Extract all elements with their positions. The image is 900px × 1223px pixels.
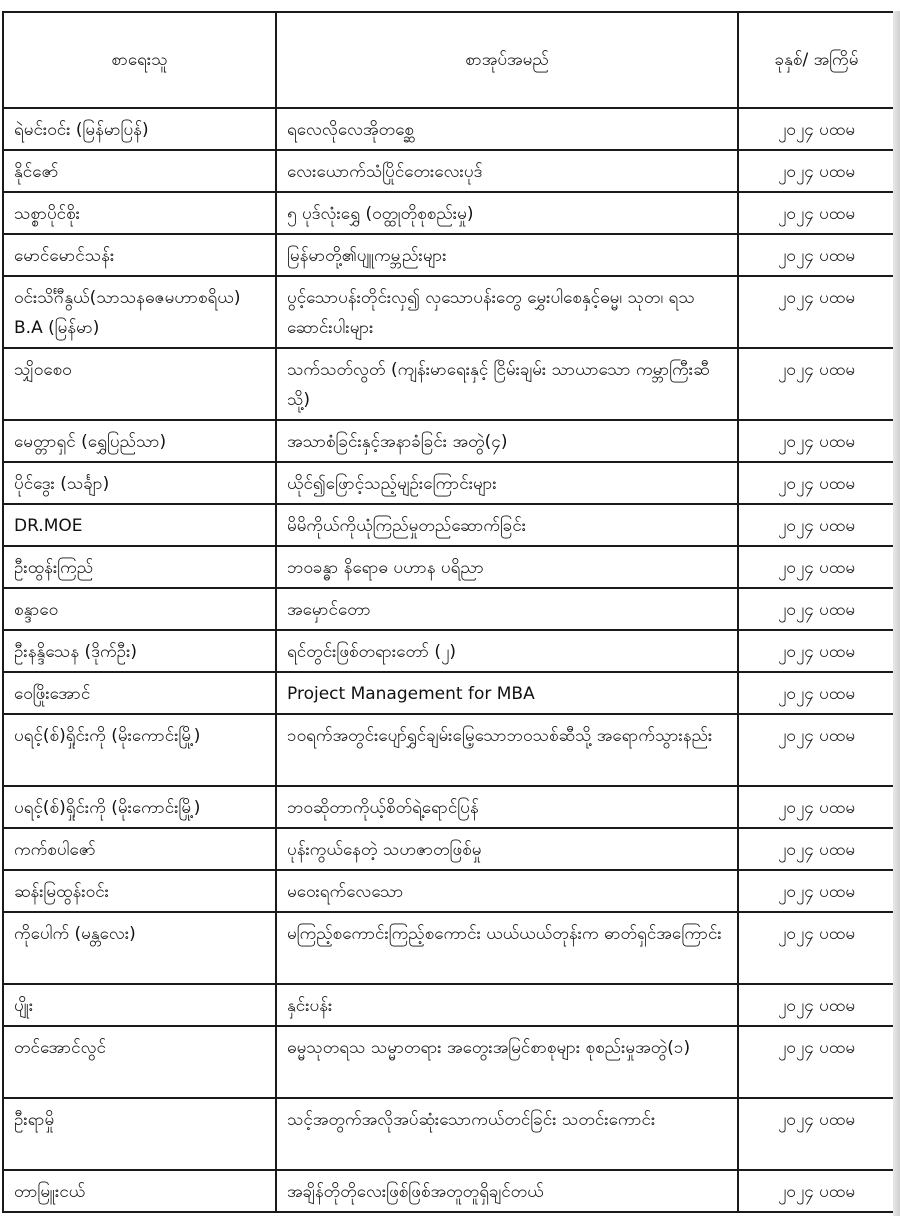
table-row [3, 108, 895, 150]
edition-cell: ၂၀၂၄ ပထမ [738, 828, 895, 870]
title-cell: အချိန်တိုတိုလေးဖြစ်ဖြစ်အတူတူရှိချင်တယ် [276, 1170, 738, 1212]
author-cell: ပရင့်(စ်)ရှိုင်းကို (မိုးကောင်းမြို့) [3, 786, 276, 828]
edition-cell: ၂၀၂၄ ပထမ [738, 870, 895, 912]
title-cell: မြန်မာတို့၏ပျူကမ္ဘည်းများ [276, 234, 738, 276]
title-cell: ရလေလိုလေအိုတစ္ဆေ [276, 108, 738, 150]
table-row [3, 546, 895, 588]
author-cell: တာမြူးငယ် [3, 1170, 276, 1212]
edition-cell: ၂၀၂၄ ပထမ [738, 234, 895, 276]
author-cell: သစ္စာပိုင်စိုး [3, 192, 276, 234]
title-cell: နှင်းပန်း [276, 984, 738, 1026]
edition-cell: ၂၀၂၄ ပထမ [738, 1098, 895, 1170]
title-cell: သင့်အတွက်အလိုအပ်ဆုံးသောကယ်တင်ခြင်း သတင်းကောင်း [276, 1098, 738, 1170]
author-cell: ဦးနန္ဒိသေန (ဒိုက်ဦး) [3, 630, 276, 672]
edition-cell: ၂၀၂၄ ပထမ [738, 588, 895, 630]
table-row [3, 714, 895, 786]
edition-cell: ၂၀၂၄ ပထမ [738, 984, 895, 1026]
author-cell: ကက်စပါဇော် [3, 828, 276, 870]
title-cell: လေးယောက်သံပြိုင်တေးလေးပုဒ် [276, 150, 738, 192]
author-cell: မောင်မောင်သန်း [3, 234, 276, 276]
author-cell: မေတ္တာရှင် (ရွှေပြည်သာ) [3, 420, 276, 462]
table-row [3, 984, 895, 1026]
title-cell: ဘဝခန္ဓာ နိရောဓ ပဟာန ပရိညာ [276, 546, 738, 588]
title-cell: ပွင့်သောပန်းတိုင်းလှ၍ လှသောပန်းတွေ မွှေးပါစေနှင့်ဓမ္မ၊ သုတ၊ ရသဆောင်းပါးများ [276, 276, 738, 348]
table-row [3, 630, 895, 672]
book-list-table [2, 11, 896, 1213]
edition-cell: ၂၀၂၄ ပထမ [738, 714, 895, 786]
author-cell: နိုင်ဇော် [3, 150, 276, 192]
header-title: စာအုပ်အမည် [276, 12, 738, 108]
title-cell: ဘဝဆိုတာကိုယ့်စိတ်ရဲ့ရောင်ပြန် [276, 786, 738, 828]
table-row [3, 786, 895, 828]
title-cell: ၅ ပုဒ်လုံးရွှေ (ဝတ္ထုတိုစုစည်းမှု) [276, 192, 738, 234]
table-row [3, 912, 895, 984]
title-cell: မကြည့်စကောင်းကြည့်စကောင်း ယယ်ယယ်တုန်းက ဓာတ်ရှင်အကြောင်း [276, 912, 738, 984]
title-cell: မဝေးရက်လေသော [276, 870, 738, 912]
table-row [3, 348, 895, 420]
edition-cell: ၂၀၂၄ ပထမ [738, 462, 895, 504]
author-cell: သျှိဝစေဝ [3, 348, 276, 420]
title-cell: ရင်တွင်းဖြစ်တရားတော် (၂) [276, 630, 738, 672]
edition-cell: ၂၀၂၄ ပထမ [738, 192, 895, 234]
title-cell: မိမိကိုယ်ကိုယုံကြည်မှုတည်ဆောက်ခြင်း [276, 504, 738, 546]
table-row [3, 150, 895, 192]
author-cell: စန္ဒာဝေ [3, 588, 276, 630]
author-cell: ဦးရာမှို [3, 1098, 276, 1170]
edition-cell: ၂၀၂၄ ပထမ [738, 348, 895, 420]
edition-cell: ၂၀၂၄ ပထမ [738, 150, 895, 192]
table-row [3, 1098, 895, 1170]
author-cell: ဝေဖြိုးအောင် [3, 672, 276, 714]
edition-cell: ၂၀၂၄ ပထမ [738, 546, 895, 588]
title-cell: အမှောင်တော [276, 588, 738, 630]
table-row [3, 1170, 895, 1212]
edition-cell: ၂၀၂၄ ပထမ [738, 672, 895, 714]
edition-cell: ၂၀၂၄ ပထမ [738, 1026, 895, 1098]
edition-cell: ၂၀၂၄ ပထမ [738, 1170, 895, 1212]
page-edge-shadow [893, 11, 900, 1216]
author-cell: ဆန်းမြထွန်းဝင်း [3, 870, 276, 912]
table-row [3, 870, 895, 912]
table-row [3, 672, 895, 714]
title-cell: ၁၀ရက်အတွင်းပျော်ရွှင်ချမ်းမြေ့သောဘဝသစ်ဆီသို့ အရောက်သွားနည်း [276, 714, 738, 786]
edition-cell: ၂၀၂၄ ပထမ [738, 630, 895, 672]
table-row [3, 192, 895, 234]
author-cell: ရဲမင်းဝင်း (မြန်မာပြန်) [3, 108, 276, 150]
edition-cell: ၂၀၂၄ ပထမ [738, 786, 895, 828]
author-cell: ပိုင်ဒွေး (သင်္ချာ) [3, 462, 276, 504]
table-row [3, 588, 895, 630]
title-cell: ပုန်းကွယ်နေတဲ့ သဟဇာတဖြစ်မှု [276, 828, 738, 870]
table-row [3, 420, 895, 462]
author-cell: ပျိုး [3, 984, 276, 1026]
table-row [3, 462, 895, 504]
edition-cell: ၂၀၂၄ ပထမ [738, 108, 895, 150]
table-row [3, 1026, 895, 1098]
title-cell: ဓမ္မသုတရသ သမ္မာတရား အတွေးအမြင်စာစုများ စုစည်းမှုအတွဲ(၁) [276, 1026, 738, 1098]
header-edition: ခုနှစ်/ အကြိမ် [738, 12, 895, 108]
table-row [3, 828, 895, 870]
edition-cell: ၂၀၂၄ ပထမ [738, 912, 895, 984]
author-cell: ဦးထွန်းကြည် [3, 546, 276, 588]
table-row [3, 504, 895, 546]
author-cell: တင်အောင်လွင် [3, 1026, 276, 1098]
table-row [3, 234, 895, 276]
edition-cell: ၂၀၂၄ ပထမ [738, 276, 895, 348]
title-cell: အသာစံခြင်းနှင့်အနာခံခြင်း အတွဲ(၄) [276, 420, 738, 462]
author-cell: DR.MOE [3, 504, 276, 546]
edition-cell: ၂၀၂၄ ပထမ [738, 504, 895, 546]
title-cell: သက်သတ်လွတ် (ကျန်းမာရေးနှင့် ငြိမ်းချမ်း သာယာသော ကမ္ဘာကြီးဆီသို့) [276, 348, 738, 420]
table-row [3, 276, 895, 348]
title-cell: ယိုင်၍ဖြောင့်သည့်မျဉ်းကြောင်းများ [276, 462, 738, 504]
edition-cell: ၂၀၂၄ ပထမ [738, 420, 895, 462]
header-row [3, 12, 895, 108]
author-cell: ပရင့်(စ်)ရှိုင်းကို (မိုးကောင်းမြို့) [3, 714, 276, 786]
header-author: စာရေးသူ [3, 12, 276, 108]
author-cell: ဝင်းသိင်္ဂီနွယ်(သာသနဓဇမဟာစရိယ) B.A (မြန်မာ) [3, 276, 276, 348]
author-cell: ကိုပေါက် (မန္တလေး) [3, 912, 276, 984]
title-cell: Project Management for MBA [276, 672, 738, 714]
